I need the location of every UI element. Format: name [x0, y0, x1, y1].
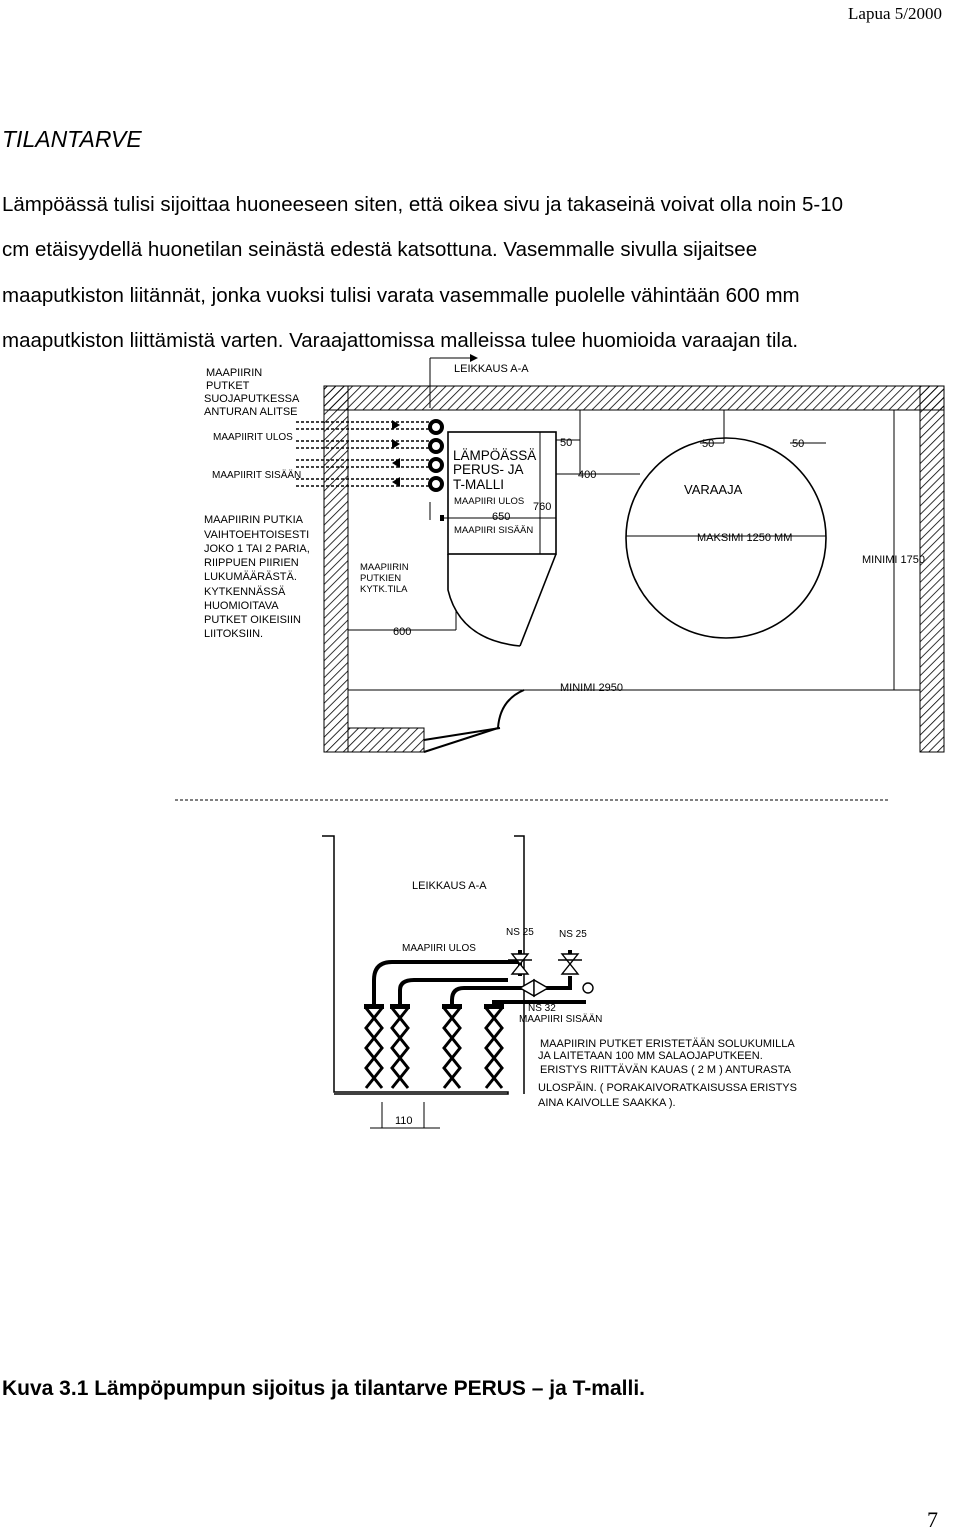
note-line: ANTURAN ALITSE	[204, 406, 298, 418]
svg-text:T-MALLI: T-MALLI	[453, 477, 505, 492]
dim-50-c: 50	[792, 438, 805, 450]
pipes-in-label: MAAPIIRIT SISÄÄN	[212, 470, 302, 481]
section-title: TILANTARVE	[2, 126, 142, 152]
section-title: LEIKKAUS A-A	[412, 880, 487, 892]
note-line: SUOJAPUTKESSA	[204, 393, 300, 405]
svg-text:PERUS- JA: PERUS- JA	[453, 462, 524, 477]
section-out-label: MAAPIIRI ULOS	[402, 943, 476, 954]
svg-text:MAAPIIRIN: MAAPIIRIN	[360, 562, 409, 573]
min-width-label: MINIMI 2950	[560, 682, 623, 694]
ground-pipes	[296, 422, 436, 486]
page-number: 7	[927, 1507, 938, 1532]
note-line: MAAPIIRIN PUTKIA	[204, 514, 304, 526]
pipes-out-label: MAAPIIRIT ULOS	[213, 432, 293, 443]
note-line: AINA KAIVOLLE SAAKKA ).	[538, 1097, 676, 1109]
pipes-note	[204, 367, 300, 418]
note-line: KYTKENNÄSSÄ	[204, 586, 286, 598]
note-line: HUOMIOITAVA	[204, 600, 279, 612]
dim-600: 600	[393, 626, 412, 638]
note-line: LIITOKSIIN.	[204, 628, 264, 640]
dim-400: 400	[578, 469, 597, 481]
section-pipe-caps	[364, 1004, 504, 1009]
note-line: VAIHTOEHTOISESTI	[204, 529, 310, 541]
note-line: MAAPIIRIN	[206, 367, 263, 379]
section-ground-pipes	[366, 1008, 502, 1088]
note-line: MAAPIIRIN PUTKET ERISTETÄÄN SOLUKUMILLA	[540, 1038, 795, 1050]
dim-650: 650	[492, 511, 511, 523]
note-line: ERISTYS RIITTÄVÄN KAUAS ( 2 M ) ANTURASTA	[540, 1064, 792, 1076]
body-line: cm etäisyydellä huonetilan seinästä edestä katsottuna. Vasemmalle sivulla sijaitsee	[2, 238, 758, 262]
note-line: PUTKET	[206, 380, 250, 392]
body-line: maaputkiston liittämistä varten. Varaajattomissa malleissa tulee huomioida varaajan tila.	[2, 328, 799, 352]
pipe-space-label	[360, 562, 409, 595]
valve-a-label: NS 25	[506, 927, 534, 938]
section-marker-label: LEIKKAUS A-A	[454, 363, 529, 375]
svg-text:KYTK.TILA: KYTK.TILA	[360, 584, 408, 595]
insulation-note	[538, 1038, 797, 1109]
dim-50-a: 50	[560, 437, 573, 449]
pipe-connectors	[430, 421, 442, 490]
running-header: Lapua 5/2000	[848, 4, 942, 23]
figure-caption: Kuva 3.1 Lämpöpumpun sijoitus ja tilantarve PERUS – ja T-malli.	[2, 1377, 645, 1400]
unit-out-label: MAAPIIRI ULOS	[454, 496, 525, 507]
min-depth-label: MINIMI 1750	[862, 554, 925, 566]
section-arrow-icon	[470, 354, 478, 362]
dim-760: 760	[533, 501, 552, 513]
unit-title	[453, 448, 536, 492]
svg-text:LÄMPÖÄSSÄ: LÄMPÖÄSSÄ	[453, 448, 537, 463]
note-line: PUTKET OIKEISIIN	[204, 614, 301, 626]
note-line: JA LAITETAAN 100 MM SALAOJAPUTKEEN.	[538, 1050, 763, 1062]
svg-text:PUTKIEN: PUTKIEN	[360, 573, 402, 584]
note-line: RIIPPUEN PIIRIEN	[204, 557, 299, 569]
note-line: JOKO 1 TAI 2 PARIA,	[204, 543, 310, 555]
note-line: ULOSPÄIN. ( PORAKAIVORATKAISUSSA ERISTYS	[538, 1082, 797, 1094]
section-pipes	[374, 950, 586, 1006]
dim-50-b: 50	[702, 438, 715, 450]
unit-in-label: MAAPIIRI SISÄÄN	[454, 525, 534, 536]
valve-b-label: NS 25	[559, 929, 587, 940]
body-line: maaputkiston liitännät, jonka vuoksi tulisi varata vasemmalle puolelle vähintään 600 mm	[2, 283, 800, 307]
body-line: Lämpöässä tulisi sijoittaa huoneeseen siten, että oikea sivu ja takaseinä voivat olla noin 5-10	[2, 193, 844, 216]
tank-max-label: MAKSIMI 1250 MM	[697, 532, 793, 544]
dim-110: 110	[395, 1115, 413, 1127]
door	[424, 690, 524, 752]
pipe-arrows	[392, 420, 400, 487]
note-line: LUKUMÄÄRÄSTÄ.	[204, 571, 297, 583]
section-in-label: MAAPIIRI SISÄÄN	[519, 1014, 603, 1025]
options-note	[204, 514, 310, 640]
tank-label: VARAAJA	[684, 482, 743, 497]
ns32-label: NS 32	[528, 1003, 556, 1014]
